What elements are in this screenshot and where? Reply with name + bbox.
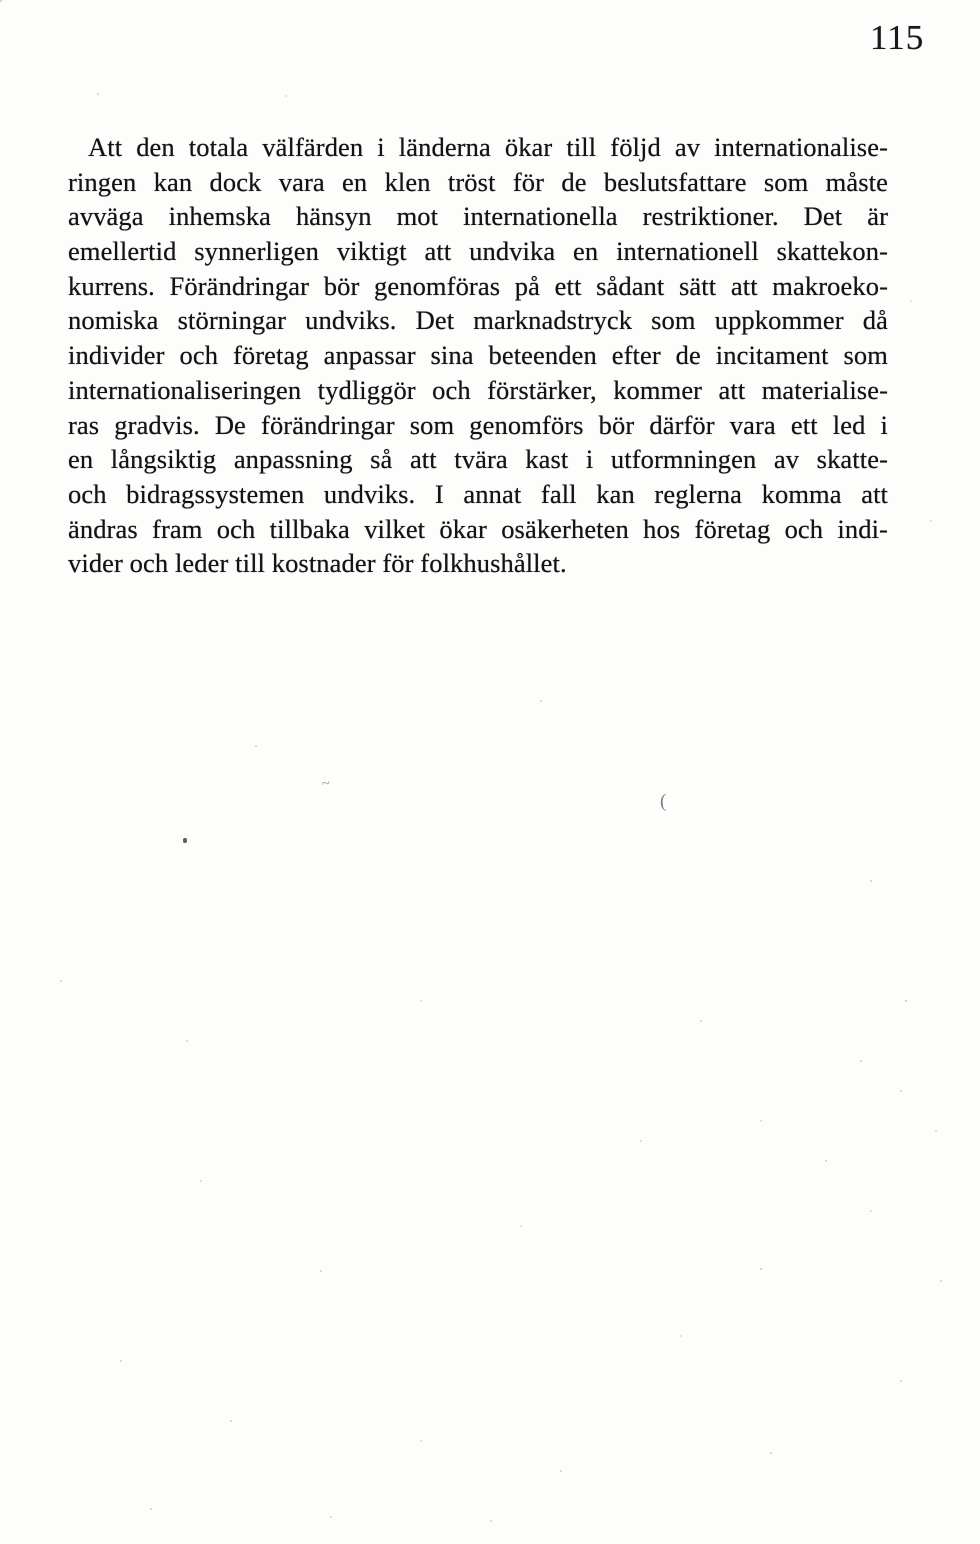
paragraph-line: vider och leder till kostnader för folkhushållet. <box>68 548 567 579</box>
paragraph-line: ändras fram och tillbaka vilket ökar osäkerheten hos företag och indi- <box>68 513 888 544</box>
scan-artifact-paren: ( <box>660 791 667 812</box>
scan-noise-speckles <box>0 0 2 2</box>
page-number: 115 <box>870 18 925 57</box>
paragraph-line: ras gradvis. De förändringar som genomförs bör därför vara ett led i <box>68 409 888 440</box>
paragraph-line: internationaliseringen tydliggör och förstärker, kommer att materialise- <box>68 374 888 405</box>
paragraph-line: Att den totala välfärden i länderna ökar till följd av internationalise- <box>88 132 888 162</box>
paragraph-line: nomiska störningar undviks. Det marknadstryck som uppkommer då <box>68 305 888 336</box>
paragraph-line: kurrens. Förändringar bör genomföras på ett sådant sätt att makroeko- <box>68 270 888 301</box>
paragraph-line: avväga inhemska hänsyn mot internationella restriktioner. Det är <box>68 201 888 232</box>
paragraph-line: emellertid synnerligen viktigt att undvika en internationell skattekon- <box>68 236 888 267</box>
paragraph-line: och bidragssystemen undviks. I annat fall kan reglerna komma att <box>68 478 888 509</box>
paragraph-line: en långsiktig anpassning så att tvära kast i utformningen av skatte- <box>68 444 888 475</box>
paragraph-line: individer och företag anpassar sina beteenden efter de incitament som <box>68 340 888 371</box>
paragraph-line: ringen kan dock vara en klen tröst för de beslutsfattare som måste <box>68 166 888 197</box>
body-paragraph <box>68 130 888 581</box>
scan-artifact-squiggle: ~ <box>320 775 332 793</box>
scan-artifact-dot <box>183 838 187 843</box>
